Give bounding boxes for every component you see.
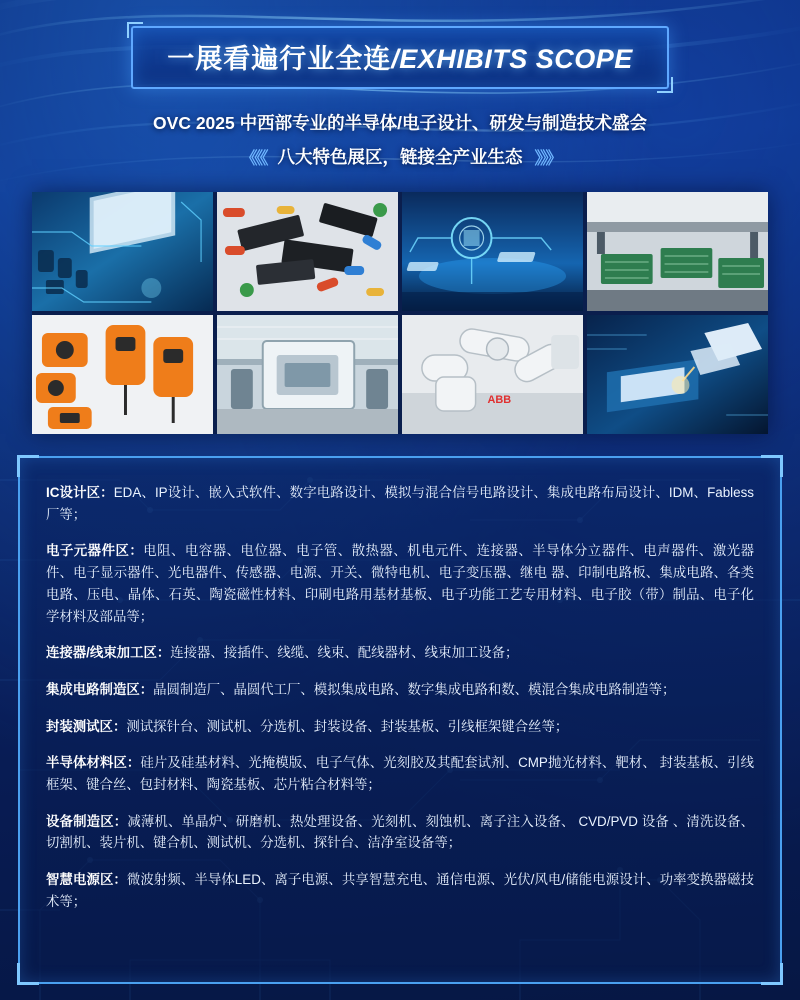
gallery-image-cleanroom-equipment [217,315,398,434]
gallery-image-pcb-production-line [587,192,768,311]
scope-section-title: 封装测试区： [46,718,127,734]
corner-bracket-top-right [761,455,783,477]
gallery-image-smart-manufacturing [402,192,583,311]
corner-bracket-bottom-left [17,963,39,985]
scope-section-semiconductor-materials [46,752,754,795]
scope-section-title: 集成电路制造区： [46,681,154,697]
scope-section-ic-design [46,482,754,525]
banner-title [167,37,633,76]
scope-section-smart-power [46,869,754,912]
title-banner [131,26,669,89]
scope-section-body: 晶圆制造厂、晶圆代工厂、模拟集成电路、数字集成电路和数、模混合集成电路制造等； [153,681,676,697]
scope-section-connector-harness [46,642,754,664]
scope-section-title: 连接器/线束加工区： [46,645,171,661]
corner-bracket-top-left [17,455,39,477]
scope-section-electronic-components [46,540,754,627]
scope-section-title: 半导体材料区： [46,755,141,771]
header-subtitle: OVC 2025 中西部专业的半导体/电子设计、研发与制造技术盛会 [153,113,647,133]
scope-section-body: 硅片及硅基材料、光掩模版、电子气体、光刻胶及其配套试剂、CMP抛光材料、靶材、 封装基板、引线框架、键合丝、包封材料、陶瓷基板、芯片粘合材料等； [46,755,754,793]
banner-title-cn: 一展看遍行业全连 [167,44,392,74]
chevron-left-icon: 《《《 [240,149,266,168]
header-subtitle2-row [0,144,800,169]
chevron-right-icon: 》》》 [534,149,560,168]
scope-section-packaging-testing [46,716,754,738]
scope-section-ic-manufacturing [46,679,754,701]
gallery-image-pcb-circuit-board [32,192,213,311]
scope-section-body: EDA、IP设计、嵌入式软件、数字电路设计、模拟与混合信号电路设计、集成电路布局设计、IDM、Fabless厂等； [46,485,754,522]
scope-section-title: IC设计区： [46,485,114,500]
corner-bracket-bottom-right [761,963,783,985]
scope-section-title: 设备制造区： [46,813,128,829]
scope-section-body: 测试探针台、测试机、分选机、封装设备、封装基板、引线框架键合丝等； [126,718,569,734]
scope-section-body: 减薄机、单晶炉、研磨机、热处理设备、光刻机、刻蚀机、离子注入设备、 CVD/PVD 设备 、清洗设备、切割机、装片机、键合机、测试机、分选机、探针台、洁净室设备等； [46,813,755,851]
gallery-image-ic-chips [217,192,398,311]
exhibit-photo-gallery [32,192,768,434]
banner-title-en: /EXHIBITS SCOPE [391,44,633,74]
gallery-image-abb-robot-arm [402,315,583,434]
scope-section-title: 电子元器件区： [46,543,144,559]
title-banner-wrap [0,26,800,89]
scope-section-body: 连接器、接插件、线缆、线束、配线器材、线束加工设备； [170,645,519,661]
scope-section-body: 电阻、电容器、电位器、电子管、散热器、机电元件、连接器、半导体分立器件、电声器件、激光器件、电子显示器件、光电器件、传感器、电源、开关、微特电机、电子变压器、继电 器、印制电路板、集成电路、各类电路、压电、晶体、石英、陶瓷磁性材料、印刷电路用基材基板、电子功能工艺专用材料、电子胶（带）制品、电子化学材料及部品等； [46,543,755,624]
exhibits-scope-panel [18,456,782,984]
header-subtitle2: 八大特色展区，链接全产业生态 [277,147,523,167]
scope-section-list [20,458,780,923]
gallery-image-wafer-handling [587,315,768,434]
scope-section-equipment-manufacturing [46,811,754,854]
scope-section-body: 微波射频、半导体LED、离子电源、共享智慧充电、通信电源、光伏/风电/储能电源设计、功率变换器磁技术等； [46,872,754,909]
gallery-image-orange-connectors [32,315,213,434]
svg-text:ABB: ABB [487,393,512,407]
scope-section-title: 智慧电源区： [46,872,127,888]
